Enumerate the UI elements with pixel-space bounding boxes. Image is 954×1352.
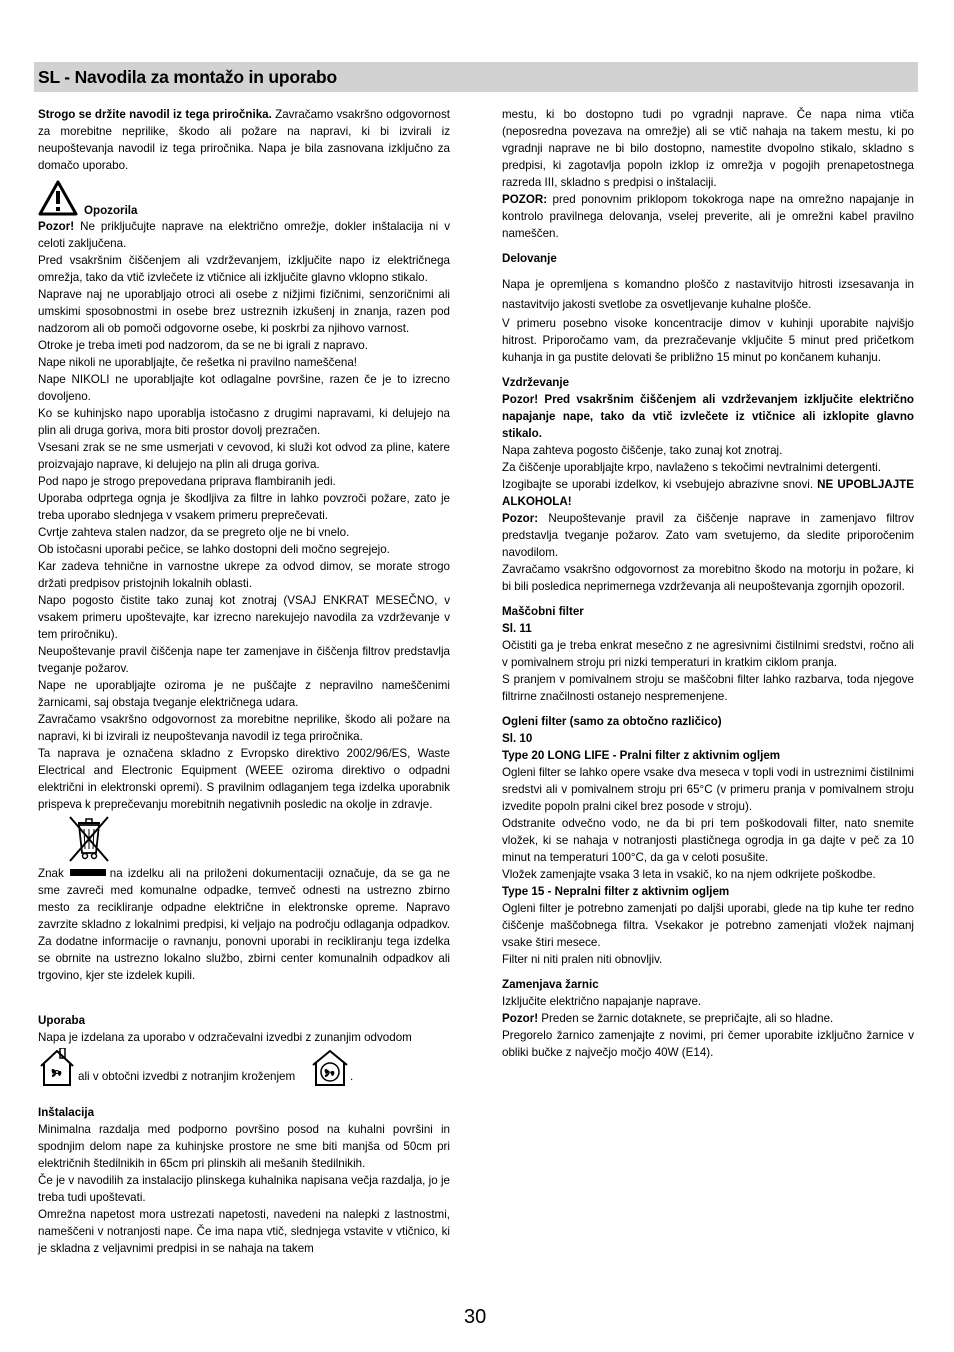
instalacija-p1: Minimalna razdalja med podporno površino posod na kuhalni površini in spodnjim delom nape za kuhinjske prostore ne sme biti manjša od 50cm pri električnih štedilnikih in 65cm pri plinskih ali mešanih štedilnikih. [38,1123,450,1170]
left-column [38,106,450,1257]
ogleni-type15: Type 15 - Nepralni filter z aktivnim ogljem [502,885,730,898]
warning-line: Otroke je treba imeti pod nadzorom, da se ne bi igrali z napravo. [38,339,368,352]
warning-line: Cvrtje zahteva stalen nadzor, da se pregreto olje ne bi vnelo. [38,526,350,539]
ogleni-p4: Ogleni filter je potrebno zamenjati po dalјši uporabi, glede na tip kuhe ter redno čiščenje maščobnega filtra. Vsekakor je potrebno zamenjati vložek najmanj vsake štiri mesece. [502,902,914,949]
uporaba-icons-line [38,1048,450,1092]
intro-rest: Zavračamo vsakršno odgovornost za morebitne neprilike, škodo ali požare na napravi, ki bi izvirali iz neupoštevanja navodil iz tega priročnika. Napa je bila zasnovana izključno za domačo uporabo. [38,108,450,172]
intro-paragraph [38,106,450,174]
warning-line: Zavračamo vsakršno odgovornost za morebitne neprilike, škodo ali požare na napravi, ki bi izvirali iz neupoštevanja navodil iz tega priročnika. [38,713,450,743]
vzdrzevanje-p4-lead: Pozor: [502,512,539,525]
mascobni-p1: Očistiti ga je treba enkrat mesečno z ne agresivnimi čistilnimi sredstvi, ročno ali v pomivalnem stroju pri nizki temperaturi in kratkim ciklom pranja. [502,639,914,669]
ogleni-type20: Type 20 LONG LIFE - Pralni filter z aktivnim ogljem [502,749,781,762]
instalacija-p5-lead: POZOR: [502,193,548,206]
vzdrzevanje-p3-pre: Izogibajte se uporabi izdelkov, ki vsebujejo abrazivne snovi. [502,478,818,491]
page-number: 30 [464,1306,487,1328]
mascobni-p2: S pranjem v pomivalnem stroju se maščobni filter lahko razbarva, toda njegove filtrirne značilnosti ostanejo nespremenjene. [502,673,914,703]
instalacija-p3: Omrežna napetost mora ustrezati napetosti, navedeni na nalepki z lastnostmi, nameščeni v notranjosti nape. Če ima napa vtič, slednjega vstavite v vtičnico, ki je skladna z veljavnimi predpisi in se nahaja na takem [38,1208,450,1255]
zarnice-p3: Pregorelo žarnico zamenjajte z novimi, pri čemer uporabite izključno žarnice v obliki bučke z največjo močjo 40W (E14). [502,1029,914,1059]
instalacija-p4: mestu, ki bo dostopno tudi po vgradnji naprave. Če napa nima vtiča (neposredna povezava na omrežje) ali se vtič nahaja na takem mestu, ki po vgradnji naprave ne bi bilo dostopno, namestite dvopolno stikalo, skladno s predpisi, ki zagotavlja popoln izklop iz omrežja v pogojih prenapetostnega razreda III, skladno s predpisi o inštalaciji. [502,108,914,189]
warnings-heading-row [38,180,450,218]
vzdrzevanje-p4-rest: Neupoštevanje pravil za čiščenje naprave in zamenjavo filtrov predstavlja tveganje požarov. Zato vam svetujemo, da sledite priporočenim navodilom. [502,512,914,559]
warning-line: Nape nikoli ne uporabljajte, če rešetka ni pravilno nameščena! [38,356,358,369]
instalacija-p5-rest: pred ponovnim priklopom tokokroga nape na omrežno napajanje in kontrolo pravilnega delovanja, vselej preverite, ali je omrežni kabel pravilno nameščen. [502,193,914,240]
warning-triangle-icon [38,180,78,216]
page-title: SL - Navodila za montažo in uporabo [38,67,337,87]
warning-line: Naprave naj ne uporabljajo otroci ali osebe z nižjimi fizičnimi, senzoričnimi ali umskimi sposobnostmi in osebe brez ustreznih izkušenj in znanja, razen pod nadzorom ali ob pomoči odgovorne osebe, ki poskrbi za njihovo varnost. [38,288,450,335]
vzdrzevanje-bold: Pozor! Pred vsakršnim čiščenjem ali vzdrževanjem izključite električno napajanje nape, tako da vtič izvlečete iz vtičnice ali izklopite glavno stikalo. [502,393,914,440]
right-column [502,106,914,1061]
weee-symbol [66,815,450,865]
vzdrzevanje-p5: Zavračamo vsakršno odgovornost za morebitno škodo na motorju in požare, ki bi bili posledica neprimernega vzdrževanja ali neupoštevanja zgornjih opozoril. [502,563,914,593]
uporaba-end: . [350,1070,354,1083]
zarnice-p1: Izključite električno napajanje naprave. [502,995,702,1008]
delovanje-p2: V primeru posebno visoke koncentracije dimov v kuhinji uporabite najvišjo hitrost. Priporočamo vam, da prezračevanje vključite 5 minut pred pričetkom kuhanja in ga pustite delovati še približno 15 minut po končanem kuhanju. [502,317,914,364]
warning-first [38,218,450,252]
ogleni-figure-ref: Sl. 10 [502,732,533,745]
warning-line: Nape ne uporabljajte oziroma je ne puščajte z nepravilno nameščenimi žarnicami, saj obstaja tveganje električnega udara. [38,679,450,709]
house-fan-recirculation-icon [310,1048,350,1088]
house-fan-outlet-icon [38,1048,76,1088]
warning-line: Neupoštevanje pravil čiščenja nape ter zamenjave in čiščenja filtrov predstavlja tveganje požarov. [38,645,450,675]
vzdrzevanje-p1: Napa zahteva pogosto čiščenje, tako zunaj kot znotraj. [502,444,783,457]
section-header [34,62,918,92]
ogleni-p2: Odstranite odvečno vodo, ne da bi pri tem poškodovali filter, nato snemite vložek, ki se nahaja v notranjosti plastičnega ogrodja in ga dajte v peč za 10 minut na temperaturi 100°C, da ga v celoti posušite. [502,817,914,864]
ogleni-p5: Filter ni niti pralen niti obnovljiv. [502,953,663,966]
instalacija-p2: Če je v navodilih za instalacijo plinskega kuhalnika napisana večja razdalja, jo je treba tudi upoštevati. [38,1174,450,1204]
warning-line: Ob istočasni uporabi pečice, se lahko dostopni deli močno segrejejo. [38,543,390,556]
warning-line: Napo pogosto čistite tako zunaj kot znotraj (VSAJ ENKRAT MESEČNO, v vsakem primeru upoštevajte, kar izrecno narekujejo navodila za vzdrževanje v tem priročniku). [38,594,450,641]
warning-lead: Pozor! [38,220,75,233]
ogleni-p1: Ogleni filter se lahko opere vsake dva meseca v topli vodi in ustreznimi čistilnimi sredstvi ali v pomivalnem stroju pri 65°C (v primeru pranja v pomivalnem stroju izvedite popoln pralni cikel brez posode v stroju). [502,766,914,813]
instalacija-p5 [502,191,914,242]
mascobni-figure-ref: Sl. 11 [502,622,532,635]
vzdrzevanje-p3-bold: NE UPOBLJAJTE ALKOHOLA! [502,478,914,508]
instalacija-heading: Inštalacija [38,1106,95,1119]
ogleni-p3: Vložek zamenjajte vsaka 3 leta in vsakič, ko na njem odkrijete poškodbe. [502,868,876,881]
uporaba-heading: Uporaba [38,1014,86,1027]
warnings-heading: Opozorila [84,204,138,217]
weee-rest: na izdelku ali na priloženi dokumentaciji označuje, da se ga ne sme zavreči med komunalne odpadke, temveč odnesti na ustrezno zbirno mesto za recikliranje odpadne električne in elektronske opreme. Napravo zavrzite skladno z lokalnimi predpisi, ki veljajo na področju odlaganja odpadkov. Za dodatne informacije o ravnanju, ponovni uporabi in recikliranju tega izdelka se obrnite na ustrezno lokalno službo, zbirni center komunalnih odpadkov ali trgovino, kjer ste izdelek kupili. [38,867,450,982]
zarnice-heading: Zamenjava žarnic [502,978,599,991]
warning-line: Vsesani zrak se ne sme usmerjati v cevovod, ki služi kot odvod za pline, katere proizvajajo naprave, ki delujejo na plin ali druga goriva. [38,441,450,471]
zarnice-p2-rest: Preden se žarnic dotaknete, se prepričajte, ali so hladne. [538,1012,834,1025]
uporaba-text: Napa je izdelana za uporabo v odzračevalni izvedbi z zunanjim odvodom [38,1031,412,1044]
zarnice-p2-lead: Pozor! [502,1012,539,1025]
vzdrzevanje-heading: Vzdrževanje [502,376,570,389]
weee-paragraph [38,865,450,984]
uporaba-text-2: ali v obtočni izvedbi z notranjim kroženjem [78,1070,296,1083]
delovanje-heading: Delovanje [502,252,557,265]
warning-line: Ko se kuhinjsko napo uporablja istočasno z drugimi napravami, ki delujejo na plin ali druga goriva, mora biti prostor dovolj prezračen. [38,407,450,437]
black-bar-mark [70,869,106,876]
warning-line: Nape NIKOLI ne uporabljajte kot odlagalne površine, razen če je to izrecno dovoljeno. [38,373,450,403]
warning-line: Ta naprava je označena skladno z Evropsko direktivo 2002/96/ES, Waste Electrical and Electronic Equipment (WEEE oziroma direktivo o odpadni električni in elektronski opremi). S pravilnim odlaganjem tega izdelka uporabnik prispeva k preprečevanju morebitnih negativnih posledic na okolje in zdravje. [38,747,450,811]
delovanje-p1: Napa je opremljena s komandno ploščo z nastavitvijo hitrosti izsesavanja in nastavitvijo jakosti svetlobe za osvetljevanje kuhalne plošče. [502,278,914,311]
zarnice-p2 [502,1010,914,1027]
warning-line: Kar zadeva tehnične in varnostne ukrepe za odvod dimov, se morate strogo držati predpisov pristojnih lokalnih oblasti. [38,560,450,590]
weee-prefix: Znak [38,867,64,880]
warning-first-rest: Ne priključujte naprave na električno omrežje, dokler inštalacija ni v celoti zaključena. [38,220,450,250]
warning-line: Uporaba odprtega ognja je škodljiva za filtre in lahko povzroči požare, zato je treba uporabo slednjega v vsakem primeru preprečevati. [38,492,450,522]
ogleni-heading: Ogleni filter (samo za obtočno različico) [502,715,722,728]
warning-line: Pod napo je strogo prepovedana priprava flambiranih jedi. [38,475,336,488]
vzdrzevanje-p3 [502,476,914,510]
warning-line: Pred vsakršnim čiščenjem ali vzdrževanjem, izključite napo iz električnega omrežja, tako da vtič izvlečete iz vtičnice ali izključite glavno vklopno stikalo. [38,254,450,284]
vzdrzevanje-p2: Za čiščenje uporabljajte krpo, navlaženo s tekočimi nevtralnimi detergenti. [502,461,881,474]
intro-lead: Strogo se držite navodil iz tega priročnika. [38,108,272,121]
vzdrzevanje-p4 [502,510,914,561]
crossed-bin-icon [66,815,112,863]
mascobni-heading: Maščobni filter [502,605,584,618]
